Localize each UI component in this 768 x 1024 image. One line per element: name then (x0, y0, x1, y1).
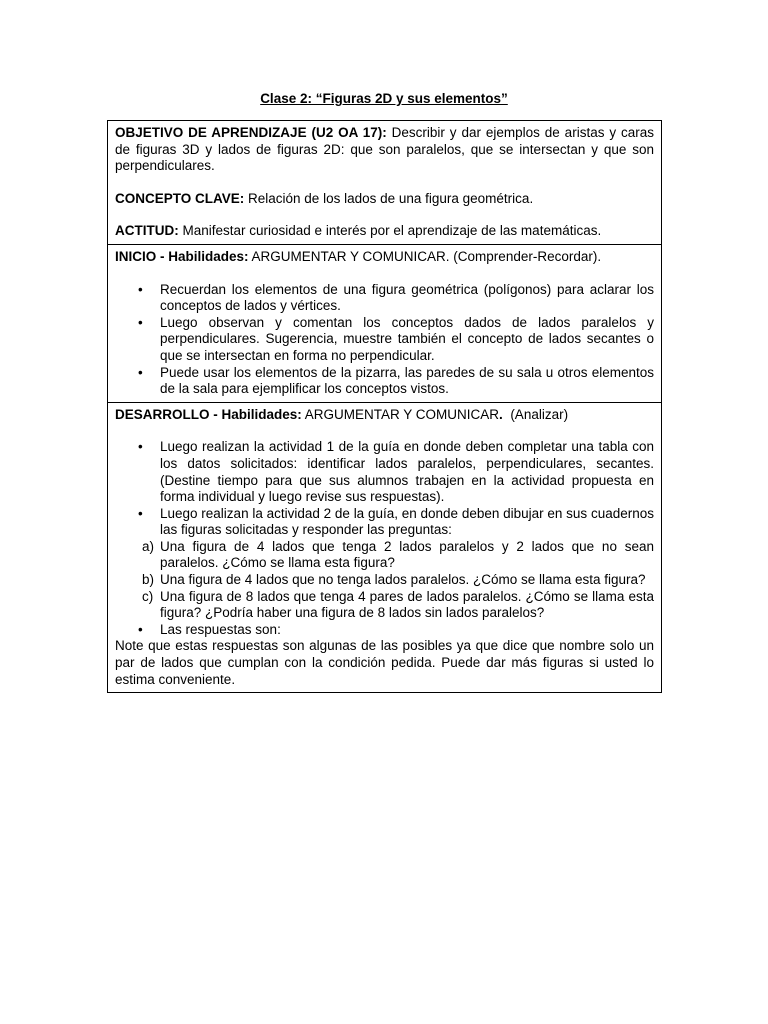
list-item: • Luego realizan la actividad 1 de la guía en donde deben completar una tabla con los datos solicitados: identificar lados paralelos, perpendiculares, secantes. (Destine tiempo para que sus alumnos trabajen en la actividad propuesta en forma individual y luego revise sus respuestas). (160, 439, 654, 505)
inicio-text: ARGUMENTAR Y COMUNICAR. (Comprender-Recordar). (248, 248, 602, 264)
question-text: Una figura de 4 lados que no tenga lados paralelos. ¿Cómo se llama esta figura? (160, 572, 646, 588)
list-item: • Luego observan y comentan los conceptos dados de lados paralelos y perpendiculares. Sugerencia, muestre también el concepto de lados secantes o que se intersectan en forma no perpendicular. (160, 315, 654, 365)
list-item: • Luego realizan la actividad 2 de la guía, en donde deben dibujar en sus cuadernos las figuras solicitadas y responder las preguntas: (160, 506, 654, 539)
question-item (142, 588, 654, 622)
lesson-plan-table (107, 120, 662, 693)
concepto-paragraph (115, 191, 654, 208)
actitud-paragraph (115, 223, 654, 240)
question-item (142, 538, 654, 572)
inicio-bullet-list (115, 282, 654, 398)
list-item: • Puede usar los elementos de la pizarra, las paredes de su sala u otros elementos de la sala para ejemplificar los conceptos vistos. (160, 365, 654, 398)
objetivos-cell (108, 121, 661, 244)
actitud-text: Manifestar curiosidad e interés por el aprendizaje de las matemáticas. (178, 223, 602, 239)
question-marker: b) (142, 572, 155, 588)
desarrollo-suffix: (Analizar) (502, 406, 569, 422)
desarrollo-heading (115, 407, 654, 424)
desarrollo-dot: . (499, 406, 503, 422)
inicio-label: INICIO - Habilidades: (115, 248, 249, 264)
question-text: Una figura de 8 lados que tenga 4 pares de lados paralelos. ¿Cómo se llama esta figura? ¿Podría haber una figura de 8 lados sin lados paralelos? (160, 588, 654, 621)
concepto-label: CONCEPTO CLAVE: (115, 190, 245, 206)
actitud-label: ACTITUD: (115, 223, 179, 239)
page-title: Clase 2: “Figuras 2D y sus elementos” (260, 91, 508, 106)
question-marker: c) (142, 588, 154, 604)
list-item: • Las respuestas son: (160, 622, 654, 639)
question-item (142, 572, 654, 589)
objetivo-text: Describir y dar ejemplos de aristas y caras de figuras 3D y lados de figuras 2D: que son paralelos, que se intersectan y que son perpendiculares. (115, 125, 654, 174)
questions-list (115, 539, 654, 622)
list-item: • Recuerdan los elementos de una figura geométrica (polígonos) para aclarar los conceptos de lados y vértices. (160, 282, 654, 315)
question-text: Una figura de 4 lados que tenga 2 lados paralelos y 2 lados que no sean paralelos. ¿Cómo se llama esta figura? (160, 538, 654, 571)
desarrollo-cell (108, 402, 661, 693)
concepto-text: Relación de los lados de una figura geométrica. (244, 190, 534, 206)
answers-bullet-list (115, 622, 654, 639)
inicio-cell (108, 244, 661, 402)
question-marker: a) (142, 538, 155, 554)
inicio-heading (115, 249, 654, 266)
desarrollo-bullet-list (115, 439, 654, 539)
desarrollo-label: DESARROLLO - Habilidades: (115, 406, 302, 422)
objetivo-paragraph (115, 125, 654, 175)
desarrollo-text: ARGUMENTAR Y COMUNICAR (301, 406, 500, 422)
objetivo-label: OBJETIVO DE APRENDIZAJE (U2 OA 17): (115, 125, 387, 140)
note-text: Note que estas respuestas son algunas de las posibles ya que dice que nombre solo un par de lados que cumplan con la condición pedida. Puede dar más figuras si usted lo estima conveniente. (115, 638, 654, 687)
